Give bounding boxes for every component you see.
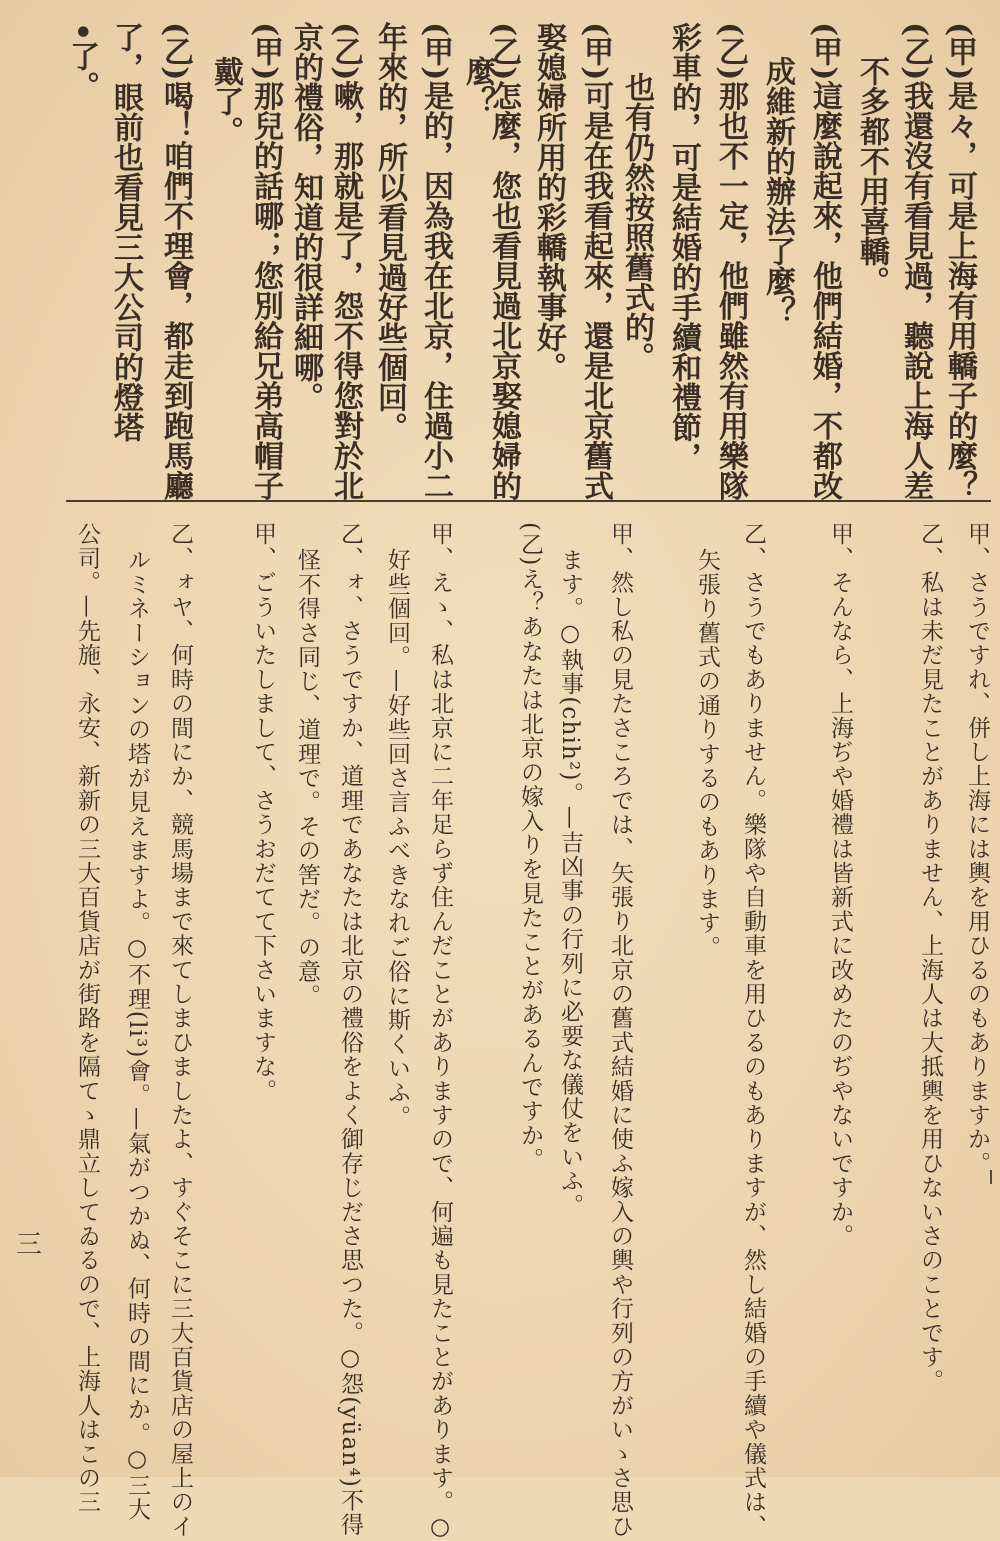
text-column: (甲)那兒的話哪；您別給兄弟高帽子 (248, 22, 283, 501)
text-column: (甲)是的，因為我在北京，住過小二 (418, 22, 453, 501)
text-column: 乙、ォヤ、何時の間にか、競馬場まで來てしまひましたよ、すぐそこに三大百貨店の屋上のイ (167, 522, 193, 1539)
text-column: •了。 (64, 22, 99, 102)
text-column: 甲、さうですれ、併し上海には輿を用ひるのもありますか。 (964, 522, 990, 1176)
text-column: (乙)え？あなたは北京の嫁入りを見たことがあるんですか。 (517, 522, 543, 1172)
text-column: (甲)這麼說起來，他們結婚，不都改 (807, 22, 842, 501)
text-column: (乙)嗽，那就是了，怨不得您對於北 (328, 22, 363, 501)
text-column: 也有仍然按照舊式的。 (619, 72, 654, 372)
margin-mark (990, 1170, 992, 1184)
text-column: (乙)怎麼，您也看見過北京娶媳婦的 (486, 22, 521, 501)
page-number: 三 (16, 1230, 43, 1260)
text-column: 甲、然し私の見たさころでは、矢張り北京の舊式結婚に使ふ嫁入の輿や行列の方がいゝさ思ひ (607, 522, 633, 1539)
text-column: 乙、私は未だ見たことがありません、上海人は大抵輿を用ひないさのことです。 (917, 522, 943, 1394)
text-column: 了，眼前也看見三大公司的燈塔 (108, 22, 143, 442)
text-column: (乙)我還沒有看見過，聽說上海人差 (898, 22, 933, 501)
text-column: 成維新的辦法了麼？ (760, 56, 795, 326)
text-column: 彩車的，可是結婚的手續和禮節， (666, 22, 701, 472)
text-column: 不多都不用喜轎。 (854, 56, 889, 296)
text-column: 戴了。 (208, 56, 243, 146)
text-column: 乙、ォ、さうですか、道理であなたは北京の禮俗をよく御存じださ思つた。○怨(yüan⁴)不得 (337, 522, 363, 1537)
text-column: (乙)那也不一定，他們雖然有用樂隊 (713, 22, 748, 501)
text-column: (乙)喝！咱們不理會，都走到跑馬廳 (158, 22, 193, 501)
section-divider (66, 500, 991, 502)
text-column: 麼？ (460, 56, 495, 116)
text-column: 乙、さうでもありません。樂隊や自動車を用ひるのもありますが、然し結婚の手續や儀式は、 (740, 522, 766, 1539)
text-column: 甲、そんなら、上海ぢや婚禮は皆新式に改めたのぢやないですか。 (827, 522, 853, 1248)
text-column: (甲)可是在我看起來，還是北京舊式 (578, 22, 613, 501)
text-column: 怪不得さ同じ、道理で。その筈だ。の意。 (294, 548, 320, 1008)
text-column: 京的禮俗，知道的很詳細哪。 (288, 22, 323, 412)
text-column: 矢張り舊式の通りするのもあります。 (694, 548, 720, 960)
text-column: 甲、ごういたしまして、さうおだてて下さいますな。 (250, 522, 276, 1103)
text-column: 娶媳婦所用的彩轎執事好。 (531, 22, 566, 382)
text-column: 年來的，所以看見過好些個回。 (372, 22, 407, 442)
text-column: 甲、えゝ、私は北京に二年足らず住んだことがありますので、何遍も見たことがあります。○ (427, 522, 453, 1541)
text-column: 好些個回。—好些回さ言ふべきなれご俗に斯くいふ。 (384, 548, 410, 1129)
text-column: ルミネーションの塔が見えますよ。○不理(li³)會。—氣がつかぬ、何時の間にか。○三大 (124, 548, 150, 1522)
text-column: (甲)是々，可是上海有用轎子的麼？ (942, 22, 977, 501)
text-column: 公司。—先施、永安、新新の三大百貨店が街路を隔てゝ鼎立してゐるので、上海人はこの三 (74, 522, 100, 1515)
text-column: ます。○執事(chih²)。—吉凶事の行列に必要な儀仗をいふ。 (557, 548, 583, 1218)
